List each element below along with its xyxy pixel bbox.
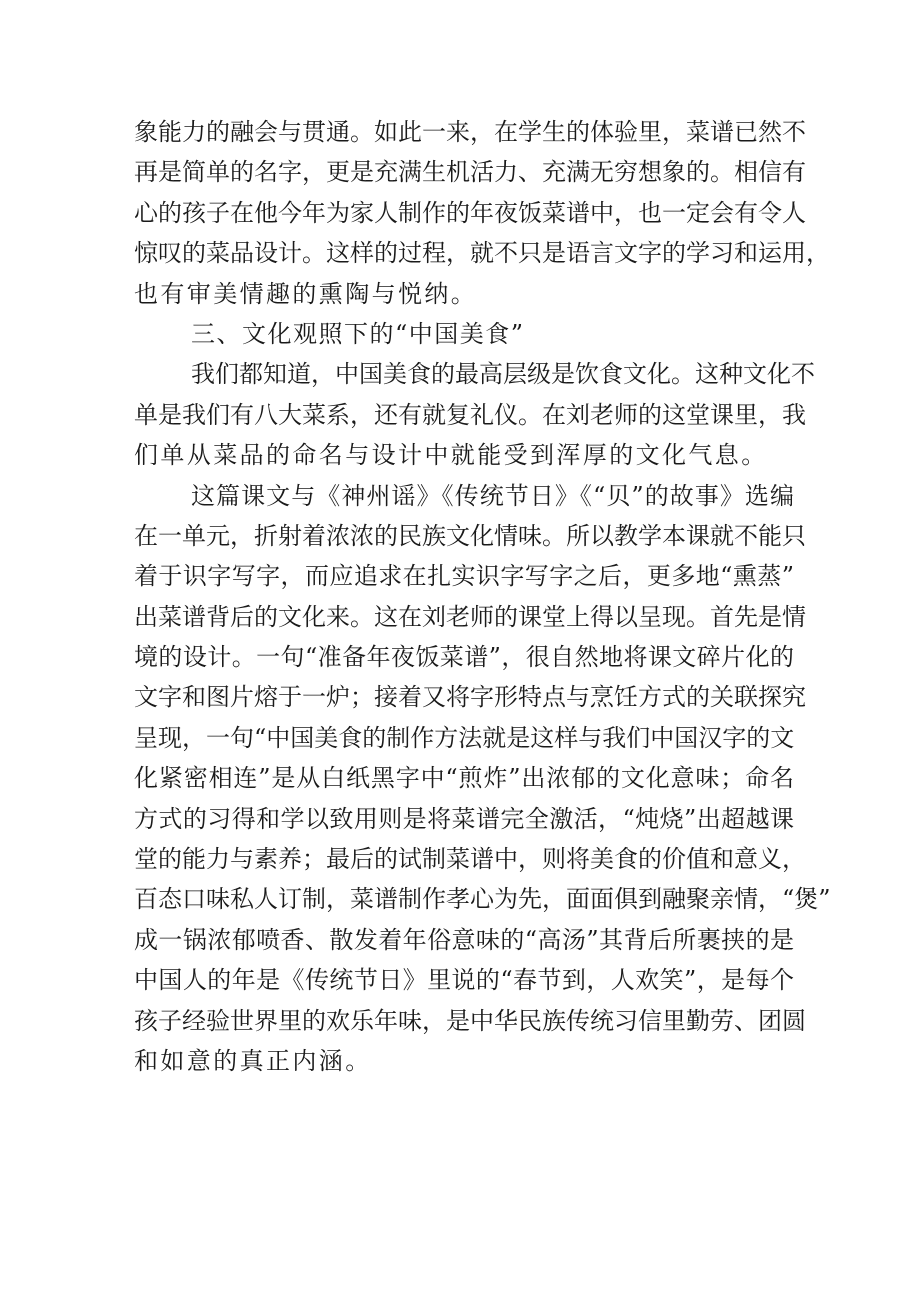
paragraph-line: 成一锅浓郁喷香、散发着年俗意味的“高汤”其背后所裹挟的是 (134, 925, 794, 954)
paragraph-1 (134, 112, 830, 314)
paragraph-line: 着于识字写字，而应追求在扎实识字写字之后，更多地“熏蒸” (134, 562, 794, 591)
paragraph-line: 百态口味私人订制，菜谱制作孝心为先，面面俱到融聚亲情，“煲” (134, 885, 831, 914)
paragraph-line: 和如意的真正内涵。 (134, 1046, 372, 1075)
paragraph-line: 惊叹的菜品设计。这样的过程，就不只是语言文字的学习和运用， (134, 239, 830, 268)
paragraph-line: 也有审美情趣的熏陶与悦纳。 (134, 279, 478, 308)
paragraph-line: 单是我们有八大菜系，还有就复礼仪。在刘老师的这堂课里，我 (134, 400, 806, 429)
paragraph-line: 方式的习得和学以致用则是将菜谱完全激活，“炖烧”出超越课 (134, 804, 794, 833)
paragraph-line: 文字和图片熔于一炉；接着又将字形特点与烹饪方式的关联探究 (134, 683, 806, 712)
paragraph-line: 境的设计。一句“准备年夜饭菜谱”，很自然地将课文碎片化的 (134, 643, 794, 672)
paragraph-line: 这篇课文与《神州谣》《传统节日》《“贝”的故事》选编 (191, 481, 794, 510)
paragraph-line: 化紧密相连”是从白纸黑字中“煎炸”出浓郁的文化意味；命名 (134, 764, 794, 793)
section-heading: 三、文化观照下的“中国美食” (191, 319, 525, 348)
paragraph-line: 再是简单的名字，更是充满生机活力、充满无穷想象的。相信有 (134, 158, 806, 187)
paragraph-2 (134, 354, 815, 475)
paragraph-line: 堂的能力与素养；最后的试制菜谱中，则将美食的价值和意义， (134, 845, 806, 874)
paragraph-line: 中国人的年是《传统节日》里说的“春节到，人欢笑”，是每个 (134, 966, 794, 995)
paragraph-3 (134, 476, 831, 1082)
document-body (134, 112, 831, 1081)
paragraph-line: 们单从菜品的命名与设计中就能受到浑厚的文化气息。 (134, 441, 768, 470)
paragraph-line: 孩子经验世界里的欢乐年味，是中华民族传统习信里勤劳、团圆 (134, 1006, 806, 1035)
paragraph-line: 呈现，一句“中国美食的制作方法就是这样与我们中国汉字的文 (134, 723, 795, 752)
paragraph-line: 我们都知道，中国美食的最高层级是饮食文化。这种文化不 (191, 360, 815, 389)
paragraph-line: 心的孩子在他今年为家人制作的年夜饭菜谱中，也一定会有令人 (134, 198, 806, 227)
paragraph-line: 象能力的融会与贯通。如此一来，在学生的体验里，菜谱已然不 (134, 118, 806, 146)
paragraph-line: 出菜谱背后的文化来。这在刘老师的课堂上得以呈现。首先是情 (134, 602, 806, 631)
paragraph-line: 在一单元，折射着浓浓的民族文化情味。所以教学本课就不能只 (134, 521, 806, 550)
